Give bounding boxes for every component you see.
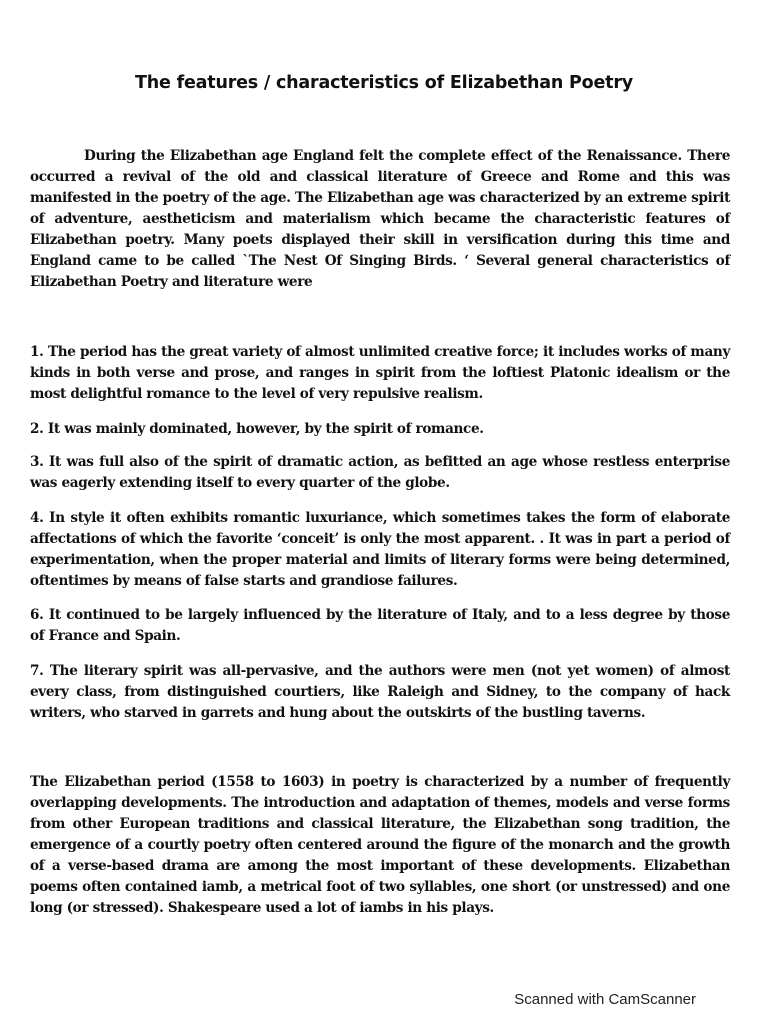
point-2-paragraph: 2. It was mainly dominated, however, by the spirit of romance.: [30, 421, 484, 437]
point-7-paragraph: 7. The literary spirit was all-pervasive, and the authors were men (not yet women) of almost every class, from distinguished courtiers, like Raleigh and Sidney, to the company of hack writers, who starved in garrets and hung about the outskirts of the bustling taverns.: [30, 663, 730, 721]
point-3-paragraph: 3. It was full also of the spirit of dramatic action, as befitted an age whose restless enterprise was eagerly extending itself to every quarter of the globe.: [30, 454, 730, 491]
point-1-paragraph: 1. The period has the great variety of almost unlimited creative force; it includes works of many kinds in both verse and prose, and ranges in spirit from the loftiest Platonic idealism or the most delightful romance to the level of very repulsive realism.: [30, 344, 730, 402]
page-title: The features / characteristics of Elizabethan Poetry: [135, 73, 633, 93]
point-6-paragraph: 6. It continued to be largely influenced by the literature of Italy, and to a less degree by those of France and Spain.: [30, 607, 730, 644]
point-4-paragraph: 4. In style it often exhibits romantic luxuriance, which sometimes takes the form of elaborate affectations of which the favorite ‘conceit’ is only the most apparent. . It was in part a period of experimentation, when the proper material and limits of literary forms were being determined, oftentimes by means of false starts and grandiose failures.: [30, 510, 730, 589]
conclusion-paragraph: The Elizabethan period (1558 to 1603) in poetry is characterized by a number of frequently overlapping developments. The introduction and adaptation of themes, models and verse forms from other European traditions and classical literature, the Elizabethan song tradition, the emergence of a courtly poetry often centered around the figure of the monarch and the growth of a verse-based drama are among the most important of these developments. Elizabethan poems often contained iamb, a metrical foot of two syllables, one short (or unstressed) and one long (or stressed). Shakespeare used a lot of iambs in his plays.: [30, 774, 730, 916]
camscanner-watermark: Scanned with CamScanner: [514, 991, 696, 1008]
intro-paragraph: During the Elizabethan age England felt the complete effect of the Renaissance. There occurred a revival of the old and classical literature of Greece and Rome and this was manifested in the poetry of the age. The Elizabethan age was characterized by an extreme spirit of adventure, aestheticism and materialism which became the characteristic features of Elizabethan poetry. Many poets displayed their skill in versification during this time and England came to be called `The Nest Of Singing Birds. ‘ Several general characteristics of Elizabethan Poetry and literature were: [30, 148, 730, 290]
